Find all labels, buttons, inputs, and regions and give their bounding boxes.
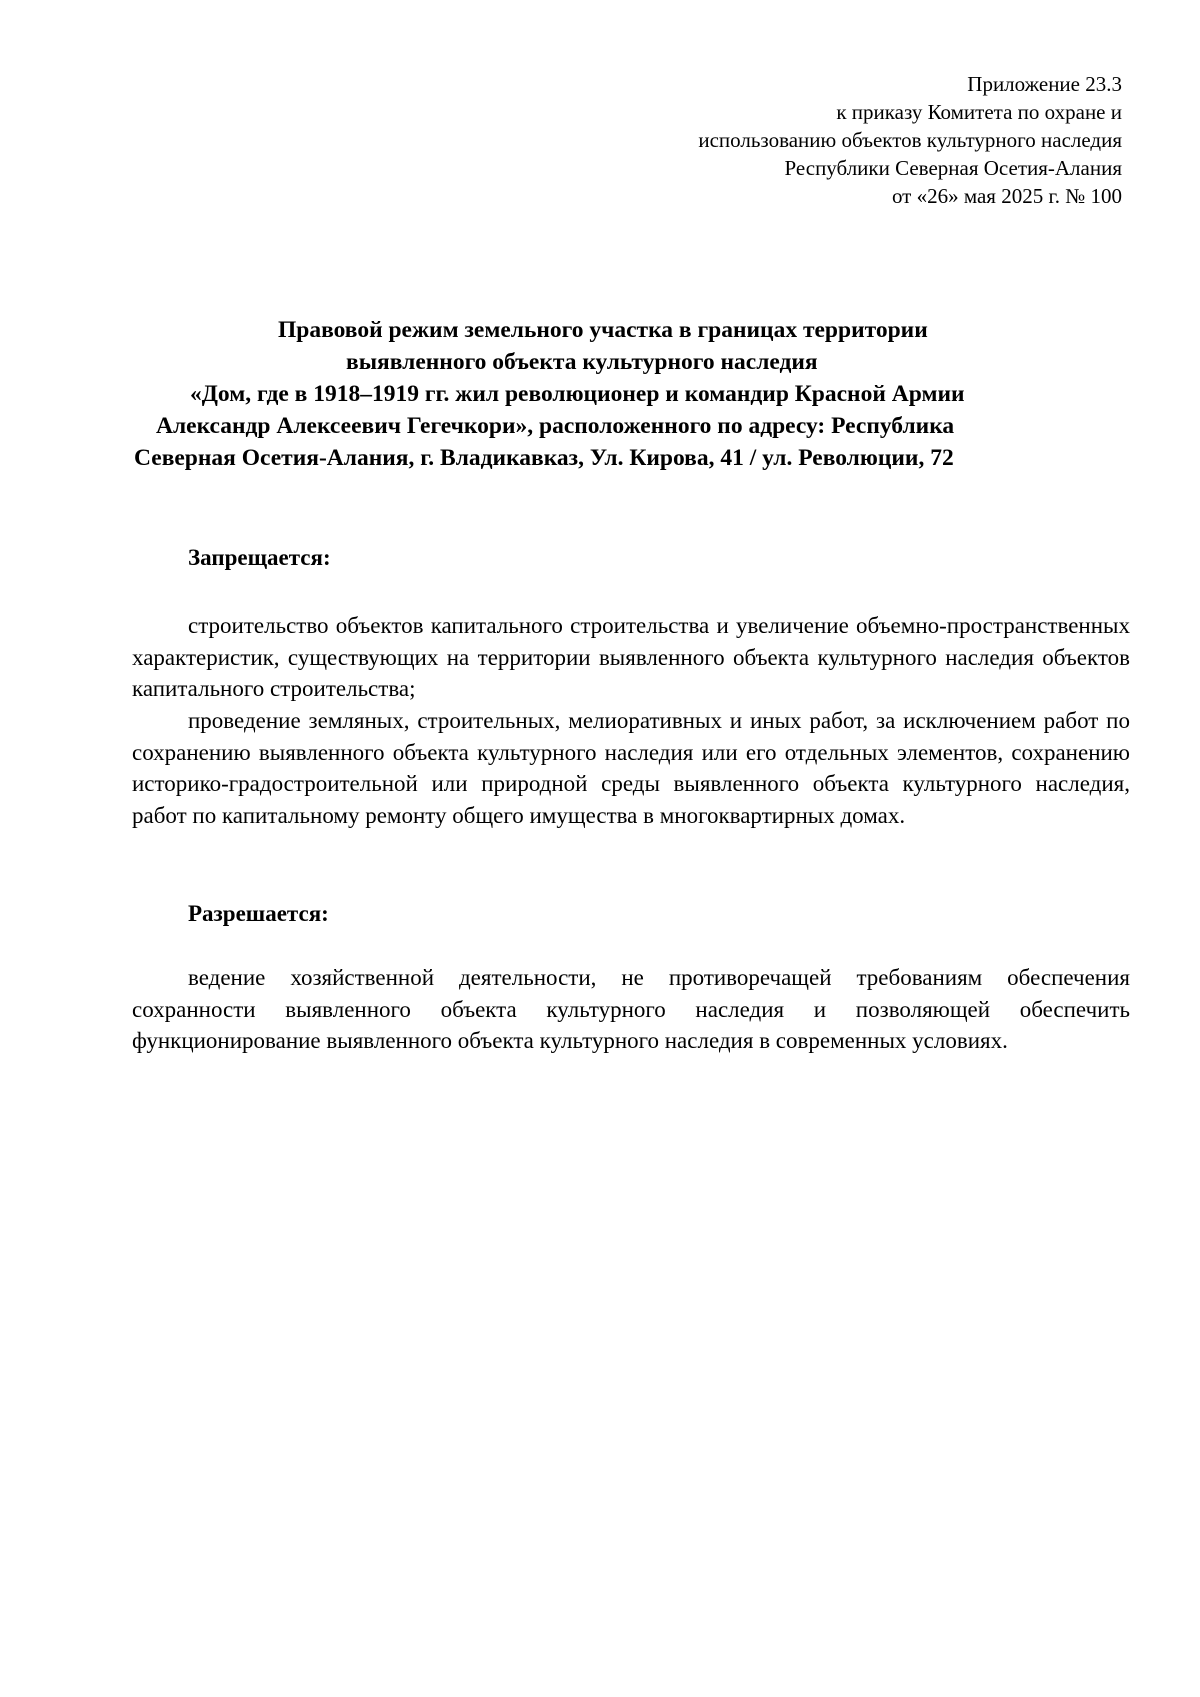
title-line-2: выявленного объекта культурного наследия bbox=[346, 349, 818, 375]
approval-block bbox=[698, 70, 1122, 210]
forbidden-paragraph-construction: строительство объектов капитального строительства и увеличение объемно-пространственных характеристик, существующих на территории выявленного объекта культурного наследия объектов капитального строительства; bbox=[132, 613, 1130, 701]
allowed-heading: Разрешается: bbox=[188, 901, 329, 926]
title-line-4: Александр Алексеевич Гегечкори», расположенного по адресу: Республика bbox=[156, 413, 955, 439]
appendix-number: Приложение 23.3 bbox=[967, 72, 1122, 96]
order-reference: к приказу Комитета по охране и bbox=[836, 100, 1122, 124]
committee-name: использованию объектов культурного наследия bbox=[698, 128, 1122, 152]
forbidden-heading: Запрещается: bbox=[188, 545, 331, 570]
title-line-1: Правовой режим земельного участка в границах территории bbox=[278, 317, 928, 343]
title-line-5: Северная Осетия-Алания, г. Владикавказ, Ул. Кирова, 41 / ул. Революции, 72 bbox=[134, 445, 954, 471]
order-date-number: от «26» мая 2025 г. № 100 bbox=[891, 184, 1122, 208]
title-line-3: «Дом, где в 1918–1919 гг. жил революционер и командир Красной Армии bbox=[190, 381, 965, 407]
forbidden-paragraph-works: проведение земляных, строительных, мелиоративных и иных работ, за исключением работ по сохранению выявленного объекта культурного наследия или его отдельных элементов, сохранению историко-градостроительной или природной среды выявленного объекта культурного наследия, работ по капитальному ремонту общего имущества в многоквартирных домах. bbox=[132, 708, 1130, 828]
allowed-paragraph-economic-activity: ведение хозяйственной деятельности, не противоречащей требованиям обеспечения сохранности выявленного объекта культурного наследия и позволяющей обеспечить функционирование выявленного объекта культурного наследия в современных условиях. bbox=[132, 965, 1130, 1053]
republic-name: Республики Северная Осетия-Алания bbox=[784, 156, 1122, 180]
